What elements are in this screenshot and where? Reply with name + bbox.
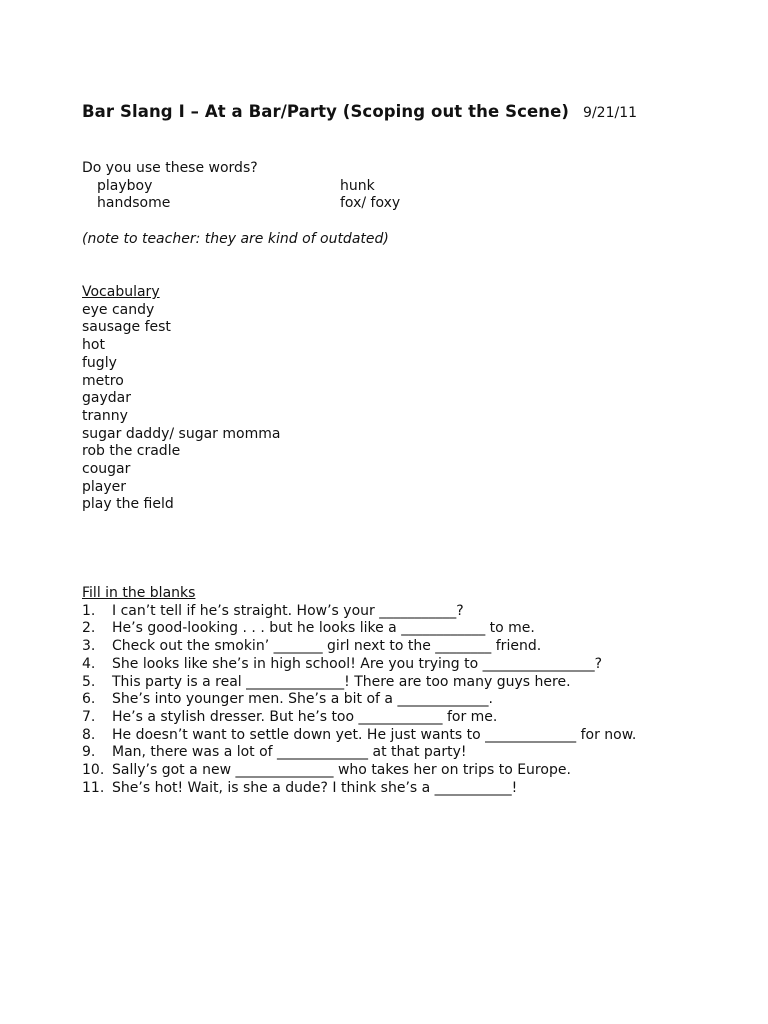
item-text: He’s good-looking . . . but he looks like a ____________ to me. — [112, 620, 535, 637]
exercise-item — [82, 603, 742, 621]
exercise-item — [82, 674, 742, 692]
word-item: handsome — [97, 195, 171, 212]
item-text: Man, there was a lot of _____________ at that party! — [112, 744, 467, 761]
item-number: 10. — [82, 762, 105, 779]
vocab-item: rob the cradle — [82, 443, 181, 460]
word-item: playboy — [97, 177, 153, 194]
vocab-item: sugar daddy/ sugar momma — [82, 425, 281, 442]
vocabulary-heading: Vocabulary — [82, 284, 160, 300]
fill-in-section — [82, 585, 742, 797]
exercise-item — [82, 744, 742, 762]
vocab-item: tranny — [82, 407, 128, 424]
item-number: 5. — [82, 673, 96, 690]
intro-section — [82, 160, 742, 213]
item-number: 4. — [82, 655, 96, 672]
vocab-item: sausage fest — [82, 319, 171, 336]
vocab-item: eye candy — [82, 301, 155, 318]
item-number: 2. — [82, 620, 96, 637]
vocab-item: metro — [82, 372, 124, 389]
vocab-item: player — [82, 478, 127, 495]
item-number: 11. — [82, 779, 105, 796]
title-row — [82, 103, 742, 123]
exercise-item — [82, 620, 742, 638]
exercise-item — [82, 727, 742, 745]
item-number: 3. — [82, 638, 96, 655]
item-number: 7. — [82, 708, 96, 725]
item-text: I can’t tell if he’s straight. How’s your ___________? — [112, 602, 464, 619]
exercise-item — [82, 691, 742, 709]
exercise-item — [82, 638, 742, 656]
exercise-item — [82, 780, 742, 798]
item-number: 9. — [82, 744, 96, 761]
item-number: 8. — [82, 726, 96, 743]
vocab-item: cougar — [82, 461, 131, 478]
item-text: Check out the smokin’ _______ girl next to the ________ friend. — [112, 638, 542, 655]
fill-in-heading: Fill in the blanks — [82, 585, 196, 601]
item-text: She’s hot! Wait, is she a dude? I think she’s a ___________! — [112, 779, 518, 796]
item-text: She’s into younger men. She’s a bit of a _____________. — [112, 691, 493, 708]
exercise-item — [82, 709, 742, 727]
vocab-item: gaydar — [82, 390, 131, 407]
page-title: Bar Slang I – At a Bar/Party (Scoping out the Scene) — [82, 102, 570, 121]
item-text: This party is a real ______________! There are too many guys here. — [112, 673, 571, 690]
word-item: fox/ foxy — [340, 195, 401, 212]
intro-question: Do you use these words? — [82, 160, 258, 176]
exercise-item — [82, 656, 742, 674]
vocab-item: hot — [82, 337, 105, 354]
word-item: hunk — [340, 177, 375, 194]
item-text: He’s a stylish dresser. But he’s too ____________ for me. — [112, 708, 498, 725]
vocab-item: fugly — [82, 354, 117, 371]
item-number: 1. — [82, 602, 96, 619]
teacher-note: (note to teacher: they are kind of outdated) — [82, 231, 389, 247]
vocabulary-section — [82, 284, 280, 514]
vocab-item: play the field — [82, 496, 174, 513]
item-text: She looks like she’s in high school! Are you trying to ________________? — [112, 655, 603, 672]
item-number: 6. — [82, 691, 96, 708]
item-text: Sally’s got a new ______________ who takes her on trips to Europe. — [112, 762, 571, 779]
date-label: 9/21/11 — [583, 105, 638, 121]
word-grid — [82, 178, 742, 213]
item-text: He doesn’t want to settle down yet. He just wants to _____________ for now. — [112, 726, 637, 743]
exercise-item — [82, 762, 742, 780]
